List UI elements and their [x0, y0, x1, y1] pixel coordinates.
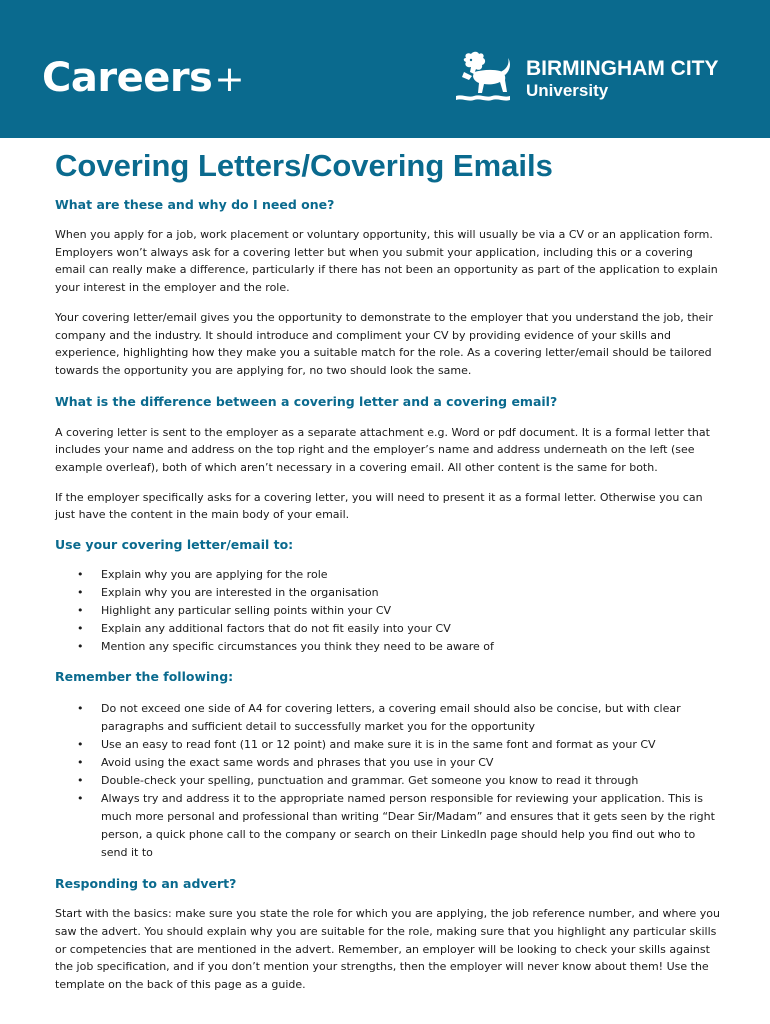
lion-crest-icon — [452, 50, 514, 106]
use-list — [55, 566, 720, 656]
section-heading-advert: Responding to an advert? — [55, 876, 237, 892]
list-item: • Use an easy to read font (11 or 12 point) and make sure it is in the same font and format as your CV — [55, 736, 720, 754]
document-body — [55, 146, 720, 994]
university-subtitle: University — [526, 81, 609, 100]
section-heading-remember: Remember the following: — [55, 669, 234, 685]
page-title: Covering Letters/Covering Emails — [55, 148, 553, 183]
careers-logo-text: Careers — [42, 55, 213, 101]
header-band — [0, 0, 770, 138]
section-heading-use: Use your covering letter/email to: — [55, 537, 294, 553]
careers-logo-plus: + — [214, 59, 245, 100]
list-item: • Explain why you are applying for the role — [55, 566, 720, 584]
section-heading-difference: What is the difference between a covering letter and a covering email? — [55, 393, 558, 409]
remember-list — [55, 700, 720, 862]
list-item: • Do not exceed one side of A4 for covering letters, a covering email should also be concise, but with clear paragraphs and sufficient detail to successfully market you for the opportunity — [55, 700, 720, 736]
list-item: • Explain any additional factors that do not fit easily into your CV — [55, 620, 720, 638]
paragraph-purpose: Your covering letter/email gives you the opportunity to demonstrate to the employer that you understand the job, their company and the industry. It should introduce and compliment your CV by providing evidence of your skills and experience, highlighting how they make you a suitable match for the role. As a covering letter/email should be tailored towards the opportunity you are applying for, no two should look the same. — [55, 310, 713, 377]
university-name: BIRMINGHAM CITY — [526, 57, 719, 80]
paragraph-advert: Start with the basics: make sure you state the role for which you are applying, the job reference number, and where you saw the advert. You should explain why you are suitable for the role, making sure that you highlight any particular skills or competencies that are mentioned in the advert. Remember, an employer will be looking to check your skills against the job specification, and if you don’t mention your strengths, then the employer will never know about them! Use the template on the back of this page as a guide. — [55, 907, 721, 991]
list-item: • Explain why you are interested in the organisation — [55, 584, 720, 602]
paragraph-intro: When you apply for a job, work placement or voluntary opportunity, this will usually be via a CV or an application form. Employers won’t always ask for a covering letter but when you submit your application, including this or a covering email can really make a difference, particularly if there has not been an opportunity as part of the application to explain your interest in the employer and the role. — [55, 228, 718, 295]
paragraph-letter-vs-email: A covering letter is sent to the employer as a separate attachment e.g. Word or pdf document. It is a formal letter that includes your name and address on the top right and the employer’s name and address underneath on the left (see example overleaf), both of which aren’t necessary in a covering email. All other content is the same for both. — [55, 425, 710, 475]
paragraph-formal-letter: If the employer specifically asks for a covering letter, you will need to present it as a formal letter. Otherwise you can just have the content in the main body of your email. — [55, 490, 703, 522]
list-item: • Avoid using the exact same words and phrases that you use in your CV — [55, 754, 720, 772]
list-item: • Double-check your spelling, punctuation and grammar. Get someone you know to read it through — [55, 772, 720, 790]
careers-logo — [42, 55, 245, 101]
section-heading-what: What are these and why do I need one? — [55, 197, 335, 212]
list-item: • Always try and address it to the appropriate named person responsible for reviewing your application. This is much more personal and professional than writing “Dear Sir/Madam” and ensures that it gets seen by the right person, a quick phone call to the company or search on their LinkedIn page should help you find out who to send it to — [55, 790, 720, 862]
list-item: • Mention any specific circumstances you think they need to be aware of — [55, 638, 720, 656]
list-item: • Highlight any particular selling points within your CV — [55, 602, 720, 620]
